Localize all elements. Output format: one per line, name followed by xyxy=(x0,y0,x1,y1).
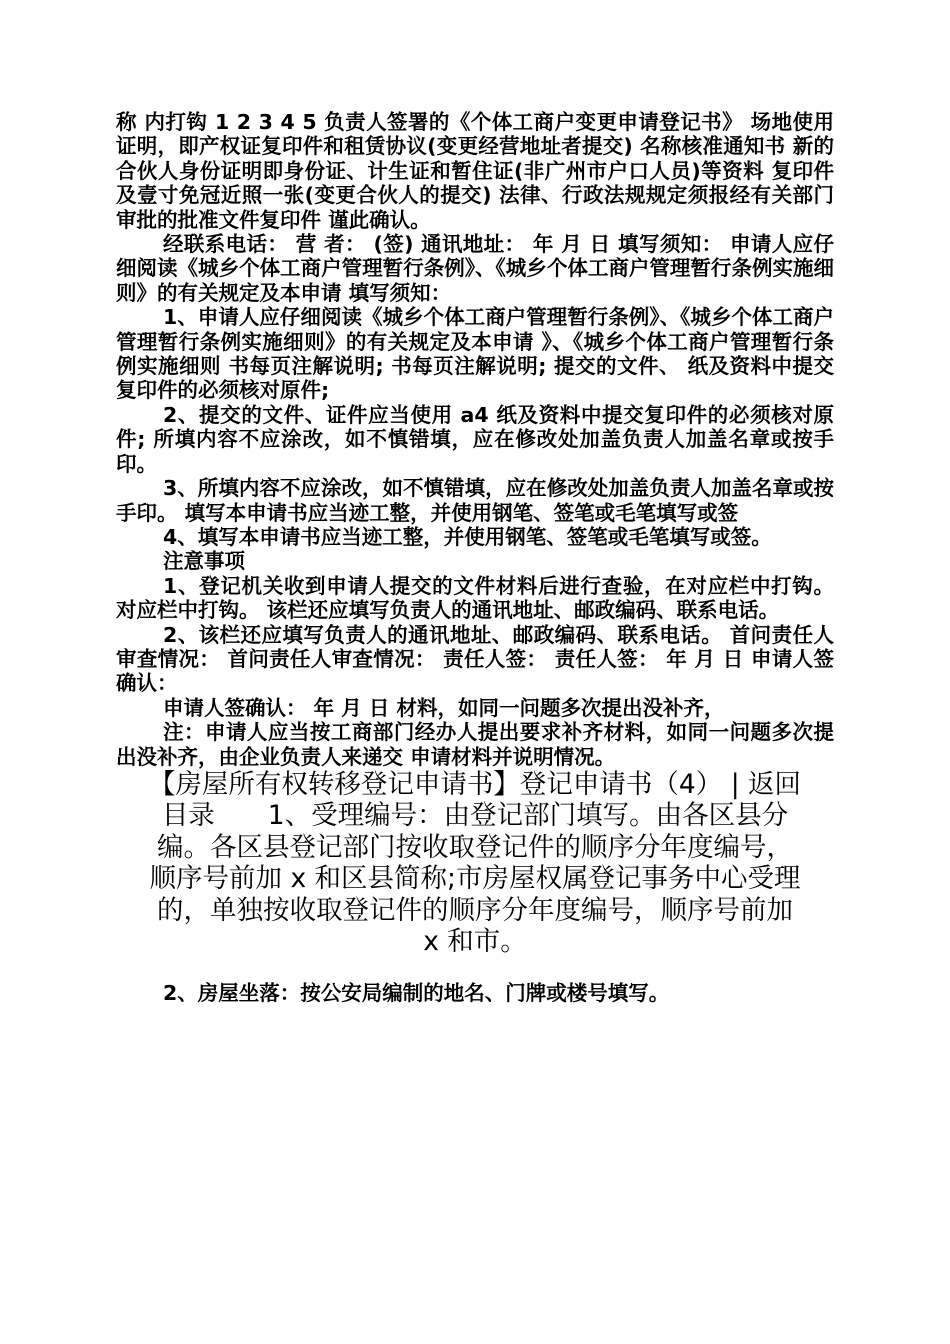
center-line: 顺序号前加 x 和区县简称;市房屋权属登记事务中心受理 xyxy=(149,863,801,895)
centered-text-block xyxy=(114,769,836,958)
paragraph-house-location: 2、房屋坐落：按公安局编制的地名、门牌或楼号填写。 xyxy=(163,980,670,1005)
document-page xyxy=(116,110,834,1026)
paragraph-item-4: 4、填写本申请书应当迹工整，并使用钢笔、签笔或毛笔填写或签。 xyxy=(163,524,772,549)
paragraph-note-1: 1、登记机关收到申请人提交的文件材料后进行查验，在对应栏中打钩。 对应栏中打钩。 该栏还应填写负责人的通讯地址、邮政编码、联系电话。 xyxy=(116,573,834,623)
paragraph-remark: 注：申请人应当按工商部门经办人提出要求补齐材料，如同一问题多次提出没补齐，由企业负责人来递交 申请材料并说明情况。 xyxy=(116,720,834,769)
paragraph-note-2: 2、该栏还应填写负责人的通讯地址、邮政编码、联系电话。 首问责任人审查情况： 首问责任人审查情况： 责任人签： 责任人签： 年 月 日 申请人签确认： xyxy=(116,622,834,696)
center-line: 【房屋所有权转移登记申请书】登记申请书（4） | 返回 xyxy=(148,768,802,800)
center-line: 的，单独按收取登记件的顺序分年度编号，顺序号前加 xyxy=(157,894,793,926)
paragraph-contact: 经联系电话： 营 者： (签) 通讯地址： 年 月 日 填写须知： 申请人应仔细阅读《城乡个体工商户管理暂行条例》、《城乡个体工商户管理暂行条例实施细则》的有关规定及本申请 填写须知： xyxy=(116,232,834,305)
center-line: x 和市。 xyxy=(423,926,527,958)
notice-text-block xyxy=(116,110,834,769)
center-line: 目录 1、受理编号：由登记部门填写。由各区县分 xyxy=(161,800,789,832)
paragraph-item-1: 1、申请人应仔细阅读《城乡个体工商户管理暂行条例》、《城乡个体工商户管理暂行条例实施细则》的有关规定及本申请 》、《城乡个体工商户管理暂行条例实施细则 书每页注解说明; 书每页注解说明; 提交的文件、 纸及资料中提交复印件的必须核对原件; xyxy=(116,305,834,403)
section-heading-notes: 注意事项 xyxy=(163,549,245,574)
paragraph-item-3: 3、所填内容不应涂改，如不慎错填，应在修改处加盖负责人加盖名章或按手印。 填写本申请书应当迹工整，并使用钢笔、签笔或毛笔填写或签 xyxy=(116,476,834,525)
center-line: 编。各区县登记部门按收取登记件的顺序分年度编号， xyxy=(157,831,793,863)
paragraph-signature: 申请人签确认： 年 月 日 材料，如同一问题多次提出没补齐， xyxy=(163,695,725,720)
paragraph-item-2: 2、提交的文件、证件应当使用 a4 纸及资料中提交复印件的必须核对原件; 所填内容不应涂改，如不慎错填，应在修改处加盖负责人加盖名章或按手印。 xyxy=(116,402,834,476)
paragraph-materials: 称 内打钩 1 2 3 4 5 负责人签署的《个体工商户变更申请登记书》 场地使用证明，即产权证复印件和租赁协议(变更经营地址者提交) 名称核准通知书 新的合伙人身份证明即身份证、计生证和暂住证(非广州市户口人员)等资料 复印件及壹寸免冠近照一张(变更合伙人的提交) 法律、行政法规规定须报经有关部门审批的批准文件复印件 谨此确认。 xyxy=(116,110,834,232)
